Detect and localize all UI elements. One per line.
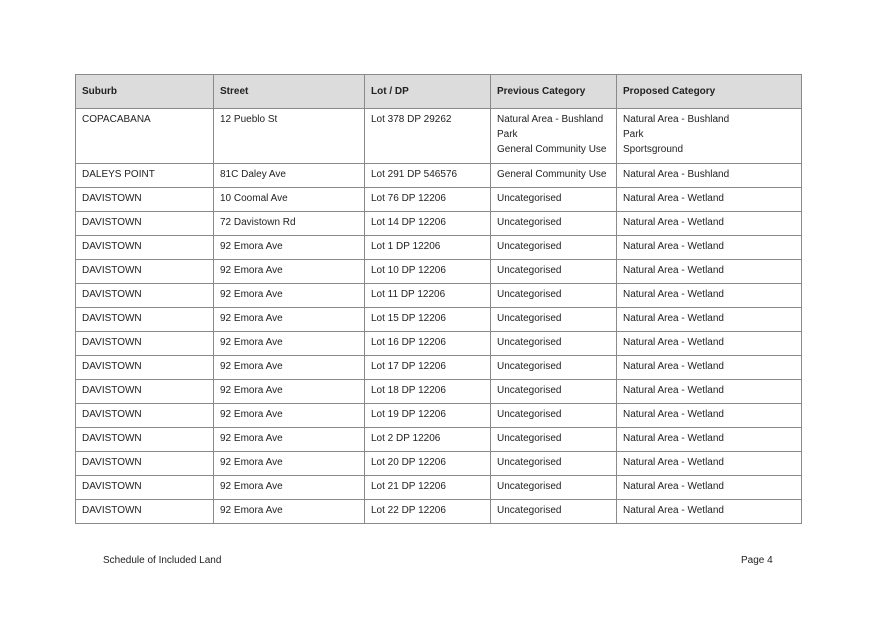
cell-street: 92 Emora Ave <box>214 308 365 332</box>
table-header-row <box>76 75 802 109</box>
cell-proposed-category <box>617 109 802 164</box>
cell-previous-category: Uncategorised <box>491 260 617 284</box>
cell-lot-dp: Lot 76 DP 12206 <box>365 188 491 212</box>
cell-line: Park <box>497 129 518 140</box>
cell-street: 92 Emora Ave <box>214 380 365 404</box>
cell-previous-category: Uncategorised <box>491 356 617 380</box>
cell-suburb: DAVISTOWN <box>76 332 214 356</box>
cell-lot-dp: Lot 21 DP 12206 <box>365 476 491 500</box>
cell-street: 92 Emora Ave <box>214 500 365 524</box>
table-row <box>76 500 802 524</box>
table-row <box>76 356 802 380</box>
cell-lot-dp: Lot 15 DP 12206 <box>365 308 491 332</box>
cell-proposed-category: Natural Area - Wetland <box>617 260 802 284</box>
cell-proposed-category: Natural Area - Bushland <box>617 164 802 188</box>
cell-street: 92 Emora Ave <box>214 284 365 308</box>
cell-previous-category: Uncategorised <box>491 404 617 428</box>
cell-proposed-category: Natural Area - Wetland <box>617 236 802 260</box>
footer-document-title: Schedule of Included Land <box>103 555 222 566</box>
cell-street: 92 Emora Ave <box>214 356 365 380</box>
table-row <box>76 188 802 212</box>
cell-street: 92 Emora Ave <box>214 404 365 428</box>
column-header-lot-dp: Lot / DP <box>365 75 491 109</box>
cell-previous-category: Uncategorised <box>491 308 617 332</box>
cell-street: 92 Emora Ave <box>214 452 365 476</box>
cell-suburb: DAVISTOWN <box>76 380 214 404</box>
cell-lot-dp: Lot 18 DP 12206 <box>365 380 491 404</box>
cell-suburb: DAVISTOWN <box>76 212 214 236</box>
cell-proposed-category: Natural Area - Wetland <box>617 428 802 452</box>
cell-previous-category: General Community Use <box>491 164 617 188</box>
table-row <box>76 428 802 452</box>
table-row <box>76 452 802 476</box>
table-row <box>76 404 802 428</box>
cell-suburb: DALEYS POINT <box>76 164 214 188</box>
cell-previous-category: Uncategorised <box>491 476 617 500</box>
cell-suburb: COPACABANA <box>76 109 214 164</box>
included-land-table <box>75 74 802 524</box>
cell-suburb: DAVISTOWN <box>76 428 214 452</box>
table-row <box>76 164 802 188</box>
cell-lot-dp: Lot 19 DP 12206 <box>365 404 491 428</box>
table-row <box>76 380 802 404</box>
column-header-proposed-category: Proposed Category <box>617 75 802 109</box>
cell-lot-dp: Lot 22 DP 12206 <box>365 500 491 524</box>
cell-lot-dp: Lot 2 DP 12206 <box>365 428 491 452</box>
cell-proposed-category: Natural Area - Wetland <box>617 284 802 308</box>
cell-proposed-category: Natural Area - Wetland <box>617 380 802 404</box>
table-row <box>76 332 802 356</box>
cell-lot-dp: Lot 20 DP 12206 <box>365 452 491 476</box>
cell-previous-category: Uncategorised <box>491 284 617 308</box>
table-body <box>76 109 802 524</box>
footer-page-number: Page 4 <box>741 555 773 566</box>
cell-street: 92 Emora Ave <box>214 332 365 356</box>
cell-suburb: DAVISTOWN <box>76 188 214 212</box>
cell-street: 12 Pueblo St <box>214 109 365 164</box>
cell-street: 92 Emora Ave <box>214 476 365 500</box>
cell-lot-dp: Lot 14 DP 12206 <box>365 212 491 236</box>
cell-suburb: DAVISTOWN <box>76 452 214 476</box>
cell-lot-dp: Lot 291 DP 546576 <box>365 164 491 188</box>
cell-lot-dp: Lot 378 DP 29262 <box>365 109 491 164</box>
cell-suburb: DAVISTOWN <box>76 356 214 380</box>
cell-previous-category: Uncategorised <box>491 188 617 212</box>
cell-street: 72 Davistown Rd <box>214 212 365 236</box>
cell-line: Natural Area - Bushland <box>623 114 730 125</box>
cell-previous-category: Uncategorised <box>491 380 617 404</box>
cell-previous-category: Uncategorised <box>491 212 617 236</box>
cell-suburb: DAVISTOWN <box>76 308 214 332</box>
cell-previous-category: Uncategorised <box>491 428 617 452</box>
table-row <box>76 260 802 284</box>
cell-lot-dp: Lot 1 DP 12206 <box>365 236 491 260</box>
table-row <box>76 212 802 236</box>
cell-proposed-category: Natural Area - Wetland <box>617 356 802 380</box>
cell-suburb: DAVISTOWN <box>76 404 214 428</box>
cell-proposed-category: Natural Area - Wetland <box>617 404 802 428</box>
cell-previous-category <box>491 109 617 164</box>
cell-lot-dp: Lot 17 DP 12206 <box>365 356 491 380</box>
cell-proposed-category: Natural Area - Wetland <box>617 476 802 500</box>
cell-line: Park <box>623 129 644 140</box>
cell-street: 92 Emora Ave <box>214 260 365 284</box>
cell-lot-dp: Lot 11 DP 12206 <box>365 284 491 308</box>
cell-suburb: DAVISTOWN <box>76 500 214 524</box>
cell-suburb: DAVISTOWN <box>76 476 214 500</box>
column-header-street: Street <box>214 75 365 109</box>
cell-proposed-category: Natural Area - Wetland <box>617 212 802 236</box>
cell-proposed-category: Natural Area - Wetland <box>617 500 802 524</box>
cell-street: 81C Daley Ave <box>214 164 365 188</box>
cell-previous-category: Uncategorised <box>491 452 617 476</box>
cell-previous-category: Uncategorised <box>491 332 617 356</box>
table-row <box>76 236 802 260</box>
table-row <box>76 308 802 332</box>
column-header-suburb: Suburb <box>76 75 214 109</box>
cell-lot-dp: Lot 16 DP 12206 <box>365 332 491 356</box>
cell-suburb: DAVISTOWN <box>76 236 214 260</box>
cell-suburb: DAVISTOWN <box>76 284 214 308</box>
cell-proposed-category: Natural Area - Wetland <box>617 332 802 356</box>
cell-street: 92 Emora Ave <box>214 428 365 452</box>
cell-proposed-category: Natural Area - Wetland <box>617 308 802 332</box>
cell-line: Sportsground <box>623 144 684 155</box>
cell-previous-category: Uncategorised <box>491 236 617 260</box>
column-header-previous-category: Previous Category <box>491 75 617 109</box>
cell-proposed-category: Natural Area - Wetland <box>617 188 802 212</box>
cell-street: 92 Emora Ave <box>214 236 365 260</box>
cell-previous-category: Uncategorised <box>491 500 617 524</box>
cell-proposed-category: Natural Area - Wetland <box>617 452 802 476</box>
cell-lot-dp: Lot 10 DP 12206 <box>365 260 491 284</box>
table-row <box>76 109 802 164</box>
cell-street: 10 Coomal Ave <box>214 188 365 212</box>
cell-line: Natural Area - Bushland <box>497 114 604 125</box>
cell-line: General Community Use <box>497 144 607 155</box>
cell-suburb: DAVISTOWN <box>76 260 214 284</box>
table-row <box>76 476 802 500</box>
table-row <box>76 284 802 308</box>
